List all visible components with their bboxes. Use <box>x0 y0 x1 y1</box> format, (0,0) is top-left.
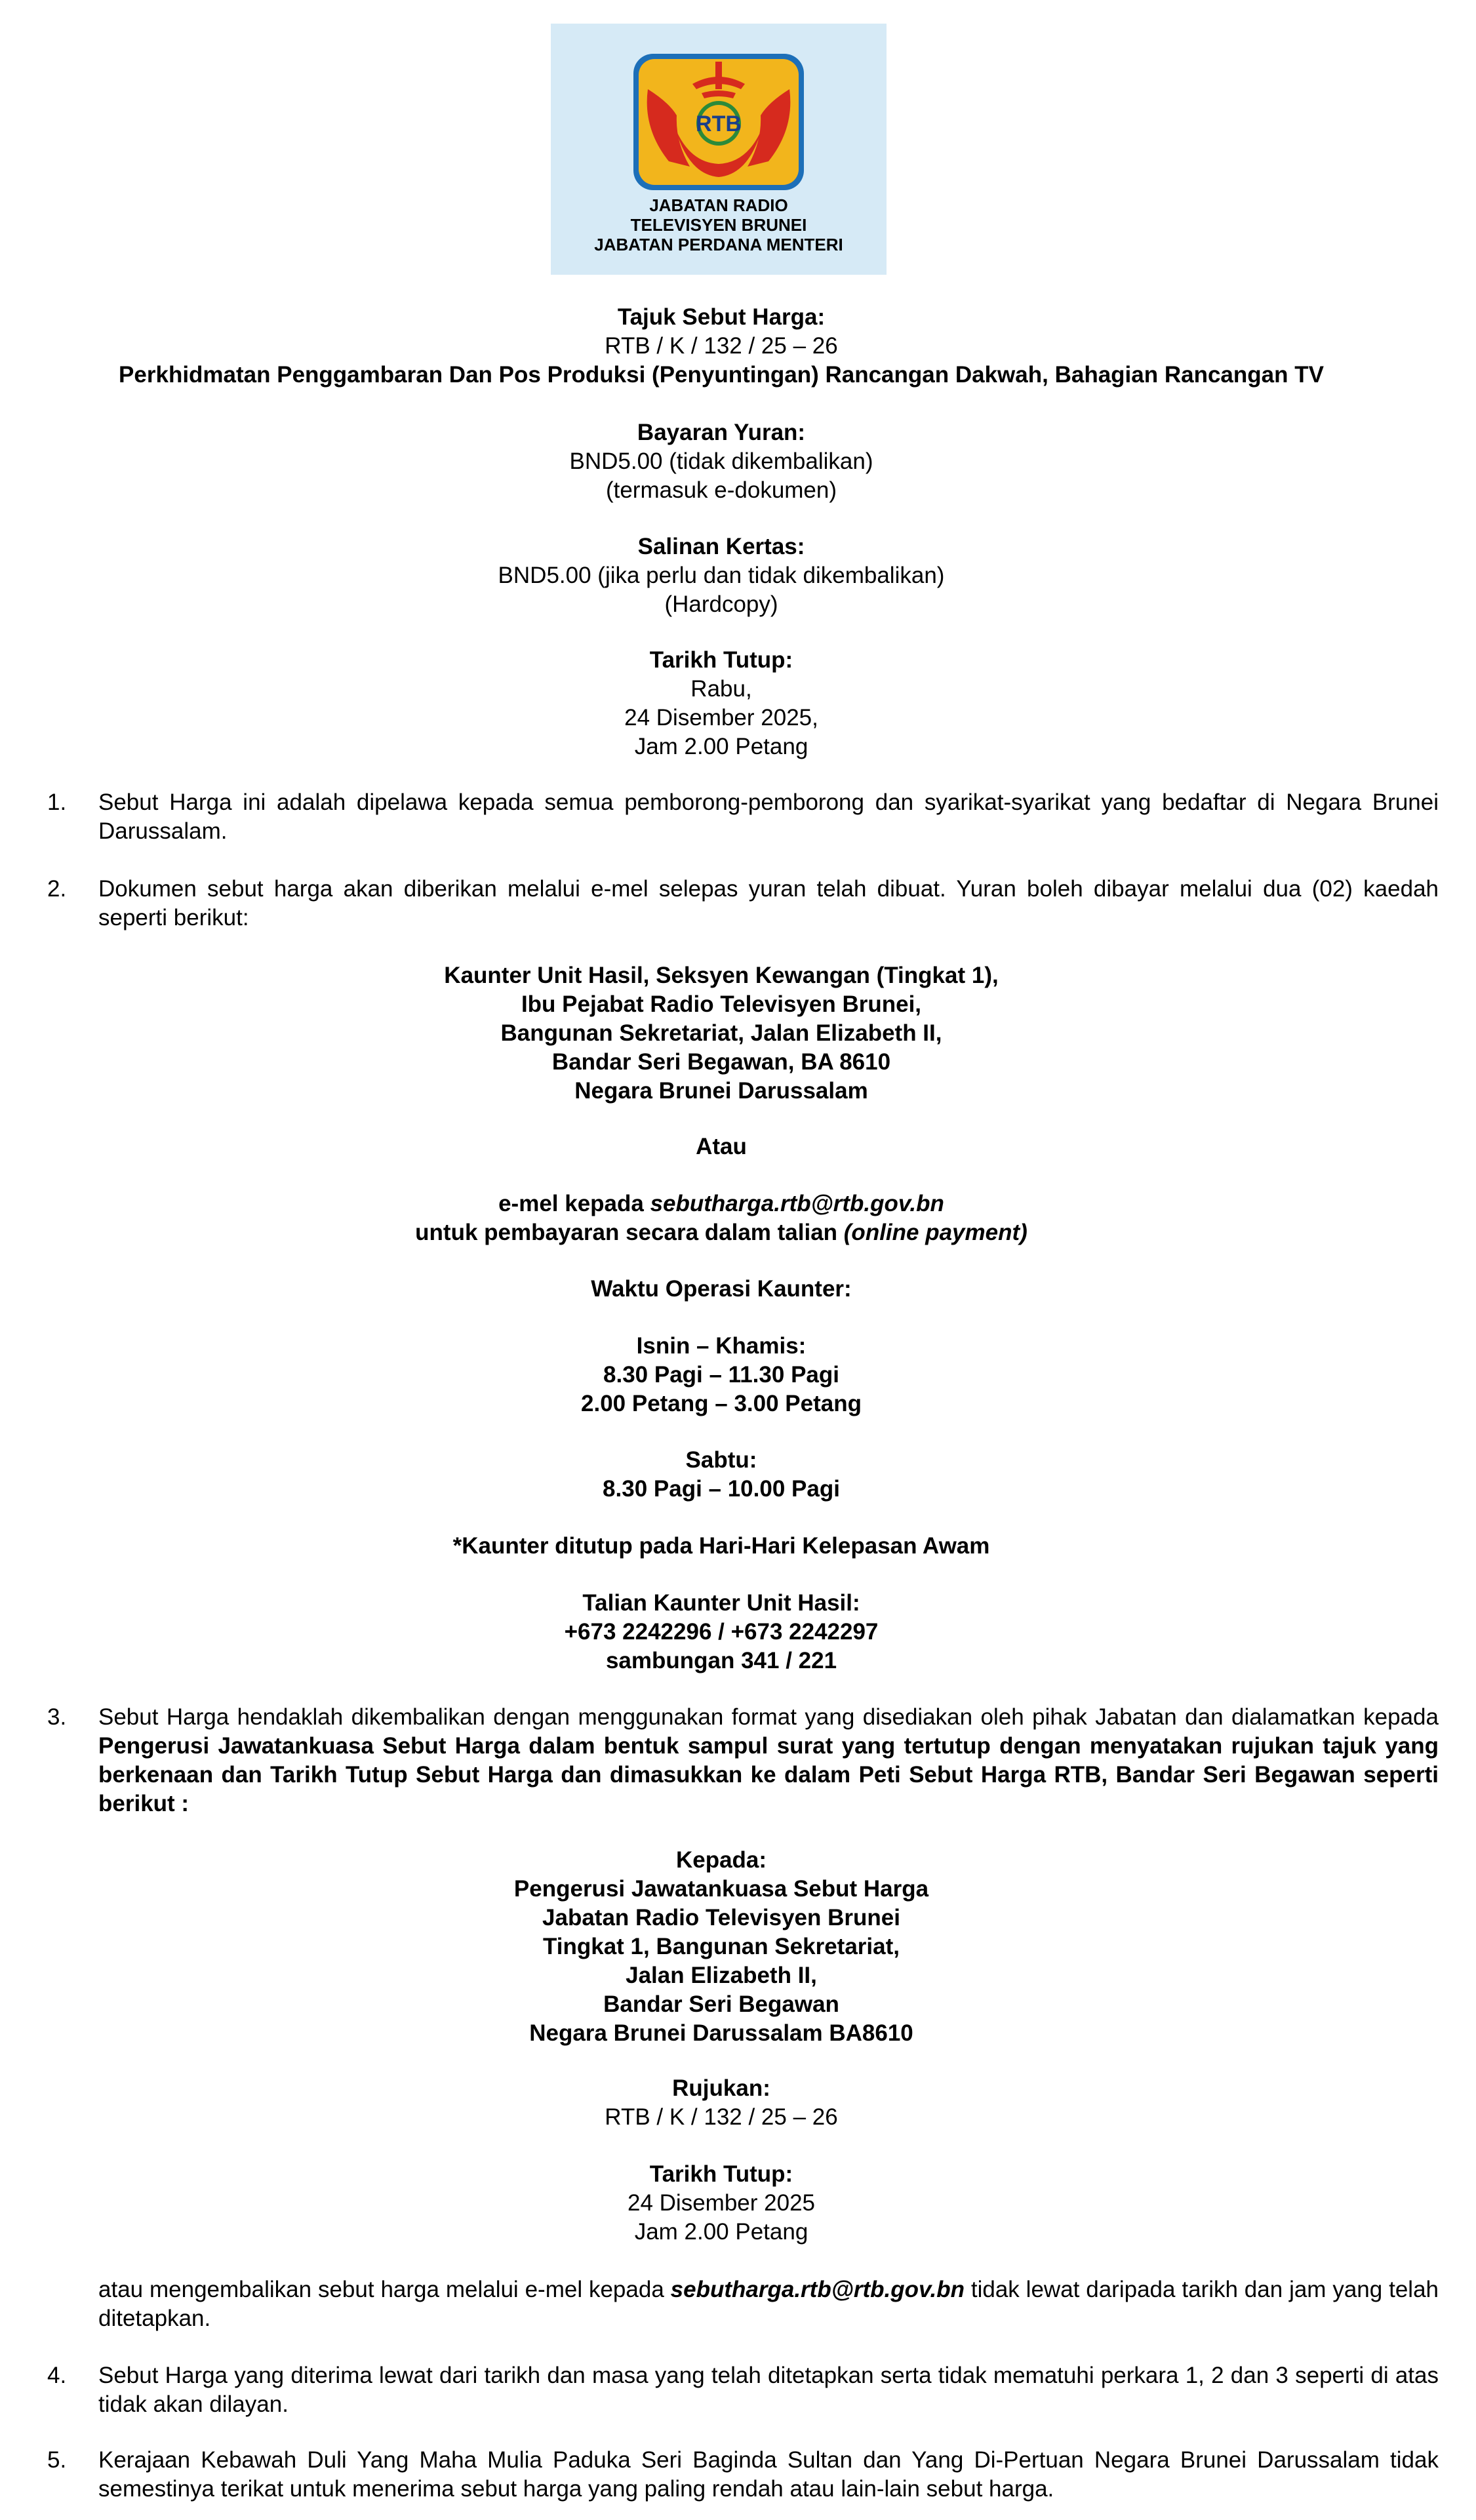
return-address-line-4: Jalan Elizabeth II, <box>626 1963 817 1988</box>
return-address-line-5: Bandar Seri Begawan <box>603 1991 839 2017</box>
item-number-3: 3. <box>47 1704 67 1730</box>
item-number-1: 1. <box>47 790 67 815</box>
phone-numbers: +673 2242296 / +673 2242297 <box>564 1619 879 1645</box>
tender-title: Perkhidmatan Penggambaran Dan Pos Produksi (Penyuntingan) Rancangan Dakwah, Bahagian Rancangan TV <box>119 362 1324 388</box>
email-return-prefix: atau mengembalikan sebut harga melalui e-mel kepada <box>98 2277 671 2302</box>
phone-extension: sambungan 341 / 221 <box>605 1648 837 1673</box>
return-address-line-6: Negara Brunei Darussalam BA8610 <box>529 2020 913 2046</box>
atau-label: Atau <box>696 1134 747 1159</box>
item-3-email-return <box>98 2275 1439 2333</box>
return-close-label: Tarikh Tutup: <box>649 2161 793 2187</box>
logo-caption <box>551 195 887 254</box>
counter-address-line-2: Ibu Pejabat Radio Televisyen Brunei, <box>521 991 922 1017</box>
return-ref-label: Rujukan: <box>672 2075 770 2101</box>
saturday-hours <box>66 1446 1377 1504</box>
tender-header <box>66 303 1377 390</box>
weekday-hours <box>66 1332 1377 1418</box>
return-ref-value: RTB / K / 132 / 25 – 26 <box>605 2104 838 2130</box>
bayaran-amount: BND5.00 (tidak dikembalikan) <box>569 449 873 474</box>
counter-address-line-1: Kaunter Unit Hasil, Seksyen Kewangan (Tingkat 1), <box>444 963 999 988</box>
item-3-text-bold: Pengerusi Jawatankuasa Sebut Harga dalam bentuk sampul surat yang tertutup dengan menyatakan rujukan tajuk yang berkenaan dan Tarikh Tutup Sebut Harga dan dimasukkan ke dalam Peti Sebut Harga RTB, Bandar Seri Begawan seperti berikut : <box>98 1733 1439 1816</box>
return-closing <box>66 2160 1377 2247</box>
item-1-text: Sebut Harga ini adalah dipelawa kepada semua pemborong-pemborong dan syarikat-syarikat yang bedaftar di Negara Brunei Darussalam. <box>98 790 1439 844</box>
item-number-4: 4. <box>47 2363 67 2388</box>
counter-address-line-3: Bangunan Sekretariat, Jalan Elizabeth II, <box>500 1020 942 1046</box>
counter-address-line-4: Bandar Seri Begawan, BA 8610 <box>551 1049 891 1075</box>
tutup-date: 24 Disember 2025, <box>624 705 818 730</box>
logo-line-3: JABATAN PERDANA MENTERI <box>594 235 843 254</box>
tutup-label: Tarikh Tutup: <box>649 647 793 673</box>
return-address-line-1: Pengerusi Jawatankuasa Sebut Harga <box>513 1876 929 1902</box>
return-to-label: Kepada: <box>675 1847 767 1873</box>
tarikh-tutup <box>66 646 1377 761</box>
salinan-label: Salinan Kertas: <box>637 534 805 559</box>
hours-label: Waktu Operasi Kaunter: <box>591 1276 852 1302</box>
item-2-text: Dokumen sebut harga akan diberikan melalui e-mel selepas yuran telah dibuat. Yuran boleh dibayar melalui dua (02) kaedah seperti berikut: <box>98 876 1439 930</box>
email-line <box>66 1190 1377 1218</box>
salinan-kertas <box>66 532 1377 619</box>
tutup-time: Jam 2.00 Petang <box>634 734 808 759</box>
online-line <box>66 1218 1377 1247</box>
return-address <box>66 1846 1377 2048</box>
phone-label: Talian Kaunter Unit Hasil: <box>582 1590 860 1616</box>
bayaran-yuran <box>66 418 1377 505</box>
counter-address-line-5: Negara Brunei Darussalam <box>574 1078 868 1104</box>
return-close-time: Jam 2.00 Petang <box>634 2219 808 2245</box>
logo-line-2: TELEVISYEN BRUNEI <box>630 215 807 235</box>
return-address-line-3: Tingkat 1, Bangunan Sekretariat, <box>543 1934 900 1959</box>
item-4-text: Sebut Harga yang diterima lewat dari tarikh dan masa yang telah ditetapkan serta tidak mematuhi perkara 1, 2 dan 3 seperti di atas tidak akan dilayan. <box>98 2363 1439 2417</box>
item-3-text-regular: Sebut Harga hendaklah dikembalikan dengan menggunakan format yang disediakan oleh pihak Jabatan dan dialamatkan kepada <box>98 1704 1439 1730</box>
payment-email-link[interactable]: sebutharga.rtb@rtb.gov.bn <box>650 1191 944 1216</box>
item-number-2: 2. <box>47 876 67 902</box>
bayaran-label: Bayaran Yuran: <box>637 420 806 445</box>
return-close-date: 24 Disember 2025 <box>628 2190 815 2216</box>
salinan-note: (Hardcopy) <box>664 591 778 617</box>
saturday-hours-value: 8.30 Pagi – 10.00 Pagi <box>603 1476 840 1502</box>
counter-address <box>66 961 1377 1106</box>
bayaran-note: (termasuk e-dokumen) <box>605 477 837 503</box>
tajuk-label: Tajuk Sebut Harga: <box>617 304 826 330</box>
rtb-logo <box>551 24 887 275</box>
return-reference <box>66 2074 1377 2132</box>
return-email-link[interactable]: sebutharga.rtb@rtb.gov.bn <box>670 2277 965 2302</box>
salinan-amount: BND5.00 (jika perlu dan tidak dikembalikan) <box>498 563 945 588</box>
email-return-suffix: tidak lewat daripada tarikh dan jam yang telah ditetapkan. <box>98 2277 1439 2331</box>
holiday-note: *Kaunter ditutup pada Hari-Hari Kelepasan Awam <box>452 1533 990 1559</box>
online-payment-note: (online payment) <box>843 1220 1027 1245</box>
online-prefix: untuk pembayaran secara dalam talian <box>415 1220 844 1245</box>
tutup-day: Rabu, <box>690 676 752 702</box>
logo-line-1: JABATAN RADIO <box>649 195 788 215</box>
tender-reference: RTB / K / 132 / 25 – 26 <box>605 333 838 359</box>
email-prefix: e-mel kepada <box>498 1191 650 1216</box>
item-5-text: Kerajaan Kebawah Duli Yang Maha Mulia Paduka Seri Baginda Sultan dan Yang Di-Pertuan Negara Brunei Darussalam tidak semestinya terikat untuk menerima sebut harga yang paling rendah atau lain-lain sebut harga. <box>98 2447 1439 2502</box>
weekday-am-hours: 8.30 Pagi – 11.30 Pagi <box>603 1362 839 1388</box>
return-address-line-2: Jabatan Radio Televisyen Brunei <box>542 1905 900 1930</box>
online-payment <box>66 1190 1377 1247</box>
item-3-text <box>98 1703 1439 1818</box>
saturday-label: Sabtu: <box>685 1447 757 1473</box>
counter-phone <box>66 1589 1377 1675</box>
rtb-emblem-label: RTB <box>696 111 742 136</box>
item-number-5: 5. <box>47 2447 67 2473</box>
rtb-emblem-text <box>629 50 808 194</box>
weekday-pm-hours: 2.00 Petang – 3.00 Petang <box>581 1391 862 1416</box>
weekday-label: Isnin – Khamis: <box>636 1333 807 1359</box>
